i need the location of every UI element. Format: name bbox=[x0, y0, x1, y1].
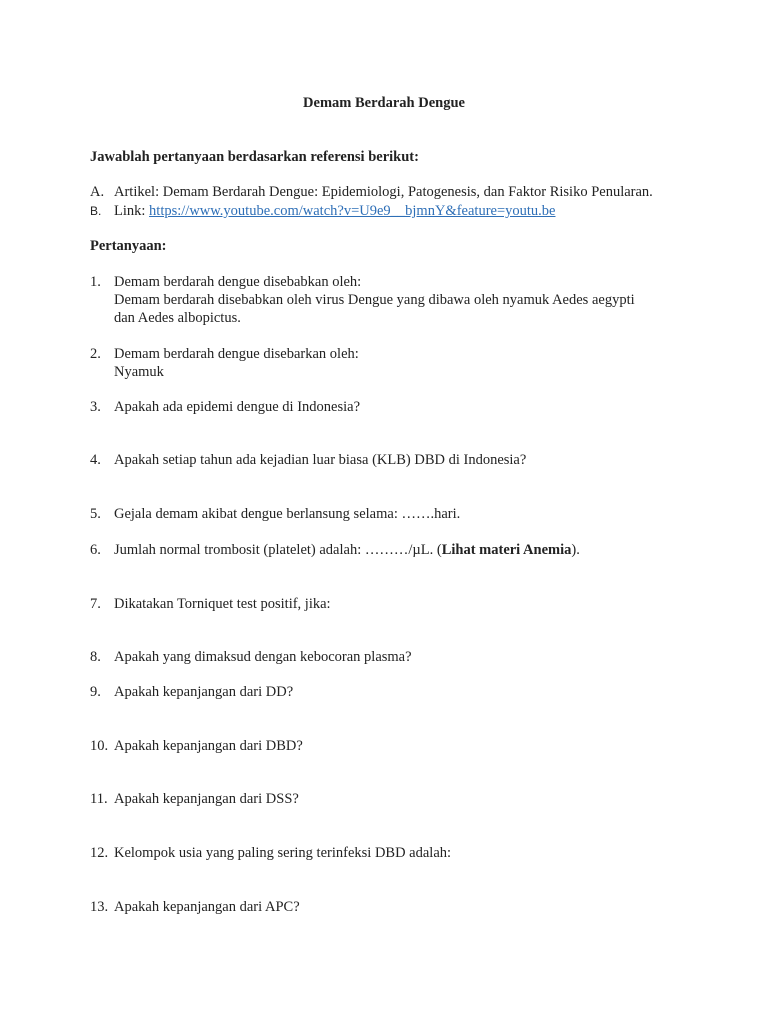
answer-text: Nyamuk bbox=[114, 364, 164, 380]
question-number: 5. bbox=[90, 506, 101, 522]
question-number: 2. bbox=[90, 346, 101, 362]
question-label: Apakah kepanjangan dari DBD? bbox=[114, 738, 303, 754]
youtube-link[interactable]: https://www.youtube.com/watch?v=U9e9__bjmnY&feature=youtu.be bbox=[149, 203, 556, 219]
question-number: 13. bbox=[90, 899, 109, 915]
question-label: Apakah ada epidemi dengue di Indonesia? bbox=[114, 399, 361, 415]
question-number: 6. bbox=[90, 542, 101, 558]
question-text bbox=[114, 595, 331, 613]
question-text bbox=[114, 898, 300, 916]
reference-article: Artikel: Demam Berdarah Dengue: Epidemiologi, Patogenesis, dan Faktor Risiko Penularan. bbox=[114, 184, 653, 200]
question-number: 8. bbox=[90, 649, 101, 665]
reference-link-row bbox=[114, 202, 555, 220]
instruction-heading: Jawablah pertanyaan berdasarkan referensi berikut: bbox=[90, 149, 419, 165]
question-label: Gejala demam akibat dengue berlansung selama: …….hari. bbox=[114, 506, 461, 522]
question-text bbox=[114, 790, 299, 808]
answer-text: dan Aedes albopictus. bbox=[114, 310, 241, 326]
document-title: Demam Berdarah Dengue bbox=[303, 95, 465, 111]
question-text bbox=[114, 648, 412, 666]
question-suffix: ). bbox=[571, 542, 580, 558]
question-text bbox=[114, 505, 460, 523]
question-label: Kelompok usia yang paling sering terinfeksi DBD adalah: bbox=[114, 845, 452, 861]
question-text bbox=[114, 451, 526, 469]
question-text bbox=[114, 273, 361, 291]
question-label: Apakah setiap tahun ada kejadian luar biasa (KLB) DBD di Indonesia? bbox=[114, 452, 527, 468]
question-label: Apakah kepanjangan dari DD? bbox=[114, 684, 294, 700]
reference-marker: A. bbox=[90, 184, 105, 200]
question-text bbox=[114, 398, 360, 416]
question-text bbox=[114, 737, 303, 755]
question-number: 1. bbox=[90, 274, 101, 290]
question-text bbox=[114, 541, 580, 559]
question-text bbox=[114, 844, 451, 862]
question-number: 7. bbox=[90, 596, 101, 612]
question-label: Apakah kepanjangan dari APC? bbox=[114, 899, 300, 915]
question-number: 12. bbox=[90, 845, 109, 861]
question-text bbox=[114, 345, 359, 363]
question-emphasis: Lihat materi Anemia bbox=[441, 542, 572, 558]
question-number: 4. bbox=[90, 452, 101, 468]
question-number: 9. bbox=[90, 684, 101, 700]
question-label: Dikatakan Torniquet test positif, jika: bbox=[114, 596, 331, 612]
question-number: 3. bbox=[90, 399, 101, 415]
question-number: 10. bbox=[90, 738, 109, 754]
answer-text: Demam berdarah disebabkan oleh virus Dengue yang dibawa oleh nyamuk Aedes aegypti bbox=[114, 292, 635, 308]
questions-heading: Pertanyaan: bbox=[90, 238, 167, 254]
reference-link-label: Link: bbox=[114, 203, 150, 219]
question-label: Apakah yang dimaksud dengan kebocoran plasma? bbox=[114, 649, 412, 665]
question-label: Jumlah normal trombosit (platelet) adalah: ………/µL. ( bbox=[114, 542, 442, 558]
question-text bbox=[114, 683, 293, 701]
question-label: Demam berdarah dengue disebabkan oleh: bbox=[114, 274, 362, 290]
question-label: Apakah kepanjangan dari DSS? bbox=[114, 791, 299, 807]
question-number: 11. bbox=[90, 791, 108, 807]
question-label: Demam berdarah dengue disebarkan oleh: bbox=[114, 346, 359, 362]
reference-marker: B. bbox=[90, 204, 102, 218]
